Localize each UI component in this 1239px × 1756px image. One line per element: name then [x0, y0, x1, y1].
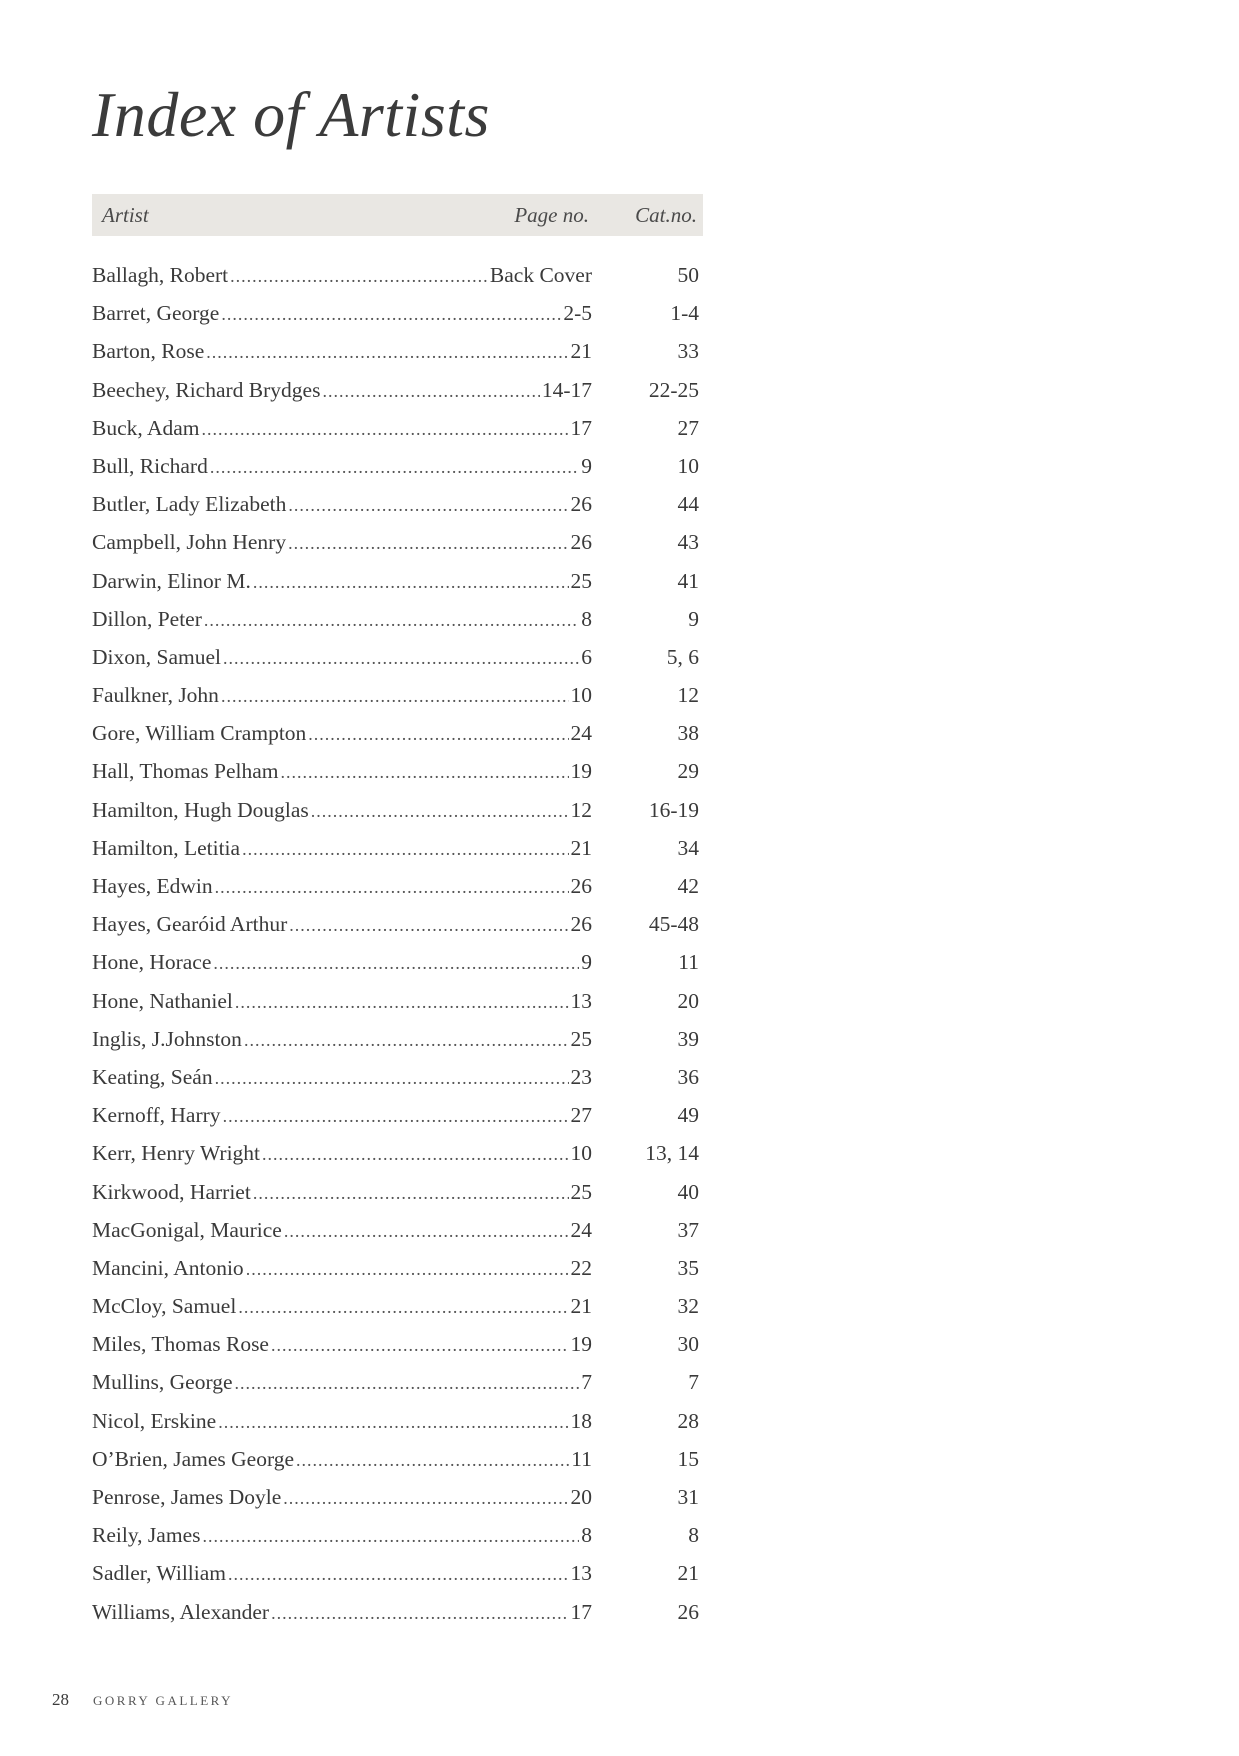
table-row: [92, 1402, 703, 1440]
page-number-cell: 25: [570, 1026, 592, 1051]
artist-name: Reily, James: [92, 1523, 201, 1548]
dot-leader: [311, 792, 569, 830]
table-row: [92, 752, 703, 790]
table-row: [92, 1287, 703, 1325]
table-row: [92, 600, 703, 638]
table-row: [92, 714, 703, 752]
catalogue-number-cell: 36: [677, 1064, 699, 1089]
artist-name: Bull, Richard: [92, 453, 208, 478]
table-row: [92, 1134, 703, 1172]
catalogue-number-cell: 42: [677, 874, 699, 898]
page-number: 28: [52, 1690, 69, 1709]
dot-leader: [218, 1403, 568, 1441]
artist-name: Campbell, John Henry: [92, 530, 287, 555]
catalogue-number-cell: 27: [677, 415, 699, 440]
page-number-cell: Back Cover: [489, 263, 592, 287]
dot-leader: [238, 1288, 568, 1326]
artist-name: Mancini, Antonio: [92, 1255, 244, 1280]
dot-leader: [235, 983, 569, 1021]
artist-name: Hayes, Edwin: [92, 874, 213, 898]
artist-name: Kirkwood, Harriet: [92, 1179, 251, 1204]
catalogue-number-cell: 1-4: [670, 301, 699, 326]
dot-leader: [271, 1594, 568, 1632]
artist-name: Hall, Thomas Pelham: [92, 759, 279, 784]
table-row: [92, 791, 703, 829]
dot-leader: [242, 830, 568, 868]
header-artist: Artist: [102, 203, 149, 227]
dot-leader: [308, 715, 568, 753]
page-number-cell: 24: [570, 1217, 592, 1242]
catalogue-number-cell: 40: [677, 1179, 699, 1204]
table-row: [92, 1516, 703, 1554]
artist-name: Inglis, J.Johnston: [92, 1026, 242, 1051]
table-row: [92, 1593, 703, 1631]
table-row: [92, 943, 703, 981]
catalogue-number-cell: 31: [677, 1485, 699, 1509]
table-row: [92, 982, 703, 1020]
artist-name: Miles, Thomas Rose: [92, 1332, 269, 1357]
artist-name: Buck, Adam: [92, 415, 200, 440]
catalogue-number-cell: 33: [677, 339, 699, 364]
running-footer: GORRY GALLERY: [93, 1693, 233, 1708]
artist-name: Dixon, Samuel: [92, 644, 221, 669]
artist-name: Kerr, Henry Wright: [92, 1141, 261, 1166]
dot-leader: [221, 295, 561, 333]
artist-name: O’Brien, James George: [92, 1446, 295, 1471]
page-number-cell: 10: [570, 1141, 592, 1166]
page-number-cell: 10: [570, 683, 592, 708]
header-cat-no: Cat.no.: [635, 203, 697, 227]
dot-leader: [202, 410, 569, 448]
table-row: [92, 829, 703, 867]
table-row: [92, 1096, 703, 1134]
page-title: Index of Artists: [92, 79, 490, 150]
page-number-cell: 22: [570, 1255, 592, 1280]
header-page-no: Page no.: [514, 203, 589, 227]
dot-leader: [230, 257, 488, 295]
artist-name: Hamilton, Letitia: [92, 835, 241, 860]
page-number-cell: 8: [581, 606, 592, 631]
page-number-cell: 20: [570, 1485, 592, 1509]
catalogue-number-cell: 41: [677, 568, 699, 593]
page-number-cell: 26: [570, 492, 592, 517]
catalogue-number-cell: 34: [677, 835, 699, 860]
catalogue-number-cell: 7: [688, 1370, 699, 1395]
page-number-cell: 6: [581, 644, 592, 669]
catalogue-number-cell: 12: [677, 683, 699, 708]
catalogue-number-cell: 8: [688, 1523, 699, 1548]
table-row: [92, 562, 703, 600]
table-row: [92, 1249, 703, 1287]
page-number-cell: 26: [570, 530, 592, 555]
table-row: [92, 1363, 703, 1401]
dot-leader: [253, 1174, 569, 1212]
dot-leader: [244, 1021, 569, 1059]
page-number-cell: 25: [570, 1179, 592, 1204]
artist-name: Gore, William Crampton: [92, 721, 307, 746]
table-row: [92, 447, 703, 485]
catalogue-number-cell: 39: [677, 1026, 699, 1051]
table-row: [92, 256, 703, 294]
catalogue-number-cell: 21: [677, 1561, 699, 1586]
catalogue-number-cell: 20: [677, 988, 699, 1013]
dot-leader: [202, 1517, 579, 1555]
catalogue-number-cell: 49: [677, 1103, 699, 1128]
artist-name: Williams, Alexander: [92, 1599, 270, 1624]
artist-name: Butler, Lady Elizabeth: [92, 492, 287, 517]
page-number-cell: 17: [570, 415, 592, 440]
catalogue-number-cell: 35: [677, 1255, 699, 1280]
table-row: [92, 1211, 703, 1249]
dot-leader: [289, 906, 568, 944]
table-row: [92, 1173, 703, 1211]
catalogue-number-cell: 29: [677, 759, 699, 784]
catalogue-number-cell: 5, 6: [666, 644, 699, 669]
artist-name: Kernoff, Harry: [92, 1103, 221, 1128]
page-number-cell: 19: [570, 1332, 592, 1357]
table-row: [92, 1440, 703, 1478]
catalogue-number-cell: 30: [677, 1332, 699, 1357]
artist-name: MacGonigal, Maurice: [92, 1217, 282, 1242]
page-number-cell: 9: [581, 950, 592, 975]
artist-name: Penrose, James Doyle: [92, 1485, 282, 1509]
artist-index-list: [92, 256, 703, 1631]
page-number-cell: 12: [570, 797, 592, 822]
table-row: [92, 676, 703, 714]
page-number-cell: 21: [570, 835, 592, 860]
artist-name: Keating, Seán: [92, 1064, 213, 1089]
page-number-cell: 25: [570, 568, 592, 593]
dot-leader: [262, 1135, 568, 1173]
dot-leader: [288, 486, 568, 524]
table-header: [92, 194, 703, 236]
table-row: [92, 1058, 703, 1096]
artist-name: Darwin, Elinor M.: [92, 568, 251, 593]
dot-leader: [215, 868, 569, 906]
dot-leader: [210, 448, 579, 486]
page-number-cell: 26: [570, 912, 592, 937]
table-row: [92, 867, 703, 905]
table-row: [92, 523, 703, 561]
dot-leader: [213, 944, 579, 982]
catalogue-number-cell: 28: [677, 1408, 699, 1433]
page-number-cell: 14-17: [541, 377, 592, 402]
page-number-cell: 19: [570, 759, 592, 784]
table-row: [92, 905, 703, 943]
page-footer: [52, 1690, 233, 1710]
page-number-cell: 26: [570, 874, 592, 898]
catalogue-number-cell: 13, 14: [645, 1141, 699, 1166]
artist-name: Ballagh, Robert: [92, 263, 229, 287]
catalogue-number-cell: 11: [678, 950, 699, 975]
page-number-cell: 13: [570, 988, 592, 1013]
table-row: [92, 638, 703, 676]
catalogue-number-cell: 9: [688, 606, 699, 631]
catalogue-number-cell: 16-19: [648, 797, 699, 822]
catalogue-number-cell: 38: [677, 721, 699, 746]
catalogue-number-cell: 37: [677, 1217, 699, 1242]
catalogue-number-cell: 15: [677, 1446, 699, 1471]
dot-leader: [206, 333, 568, 371]
page-number-cell: 18: [570, 1408, 592, 1433]
artist-name: Barton, Rose: [92, 339, 205, 364]
page-number-cell: 24: [570, 721, 592, 746]
dot-leader: [221, 677, 569, 715]
catalogue-number-cell: 26: [677, 1599, 699, 1624]
page-number-cell: 2-5: [563, 301, 592, 326]
page-number-cell: 8: [581, 1523, 592, 1548]
page-number-cell: 13: [570, 1561, 592, 1586]
table-row: [92, 371, 703, 409]
table-row: [92, 1478, 703, 1516]
table-row: [92, 332, 703, 370]
dot-leader: [284, 1212, 569, 1250]
dot-leader: [322, 372, 539, 410]
dot-leader: [223, 1097, 569, 1135]
catalogue-number-cell: 10: [677, 453, 699, 478]
page-number-cell: 23: [570, 1064, 592, 1089]
dot-leader: [228, 1555, 568, 1593]
artist-name: Hone, Nathaniel: [92, 988, 233, 1013]
catalogue-number-cell: 22-25: [648, 377, 699, 402]
artist-name: Sadler, William: [92, 1561, 227, 1586]
catalogue-number-cell: 43: [677, 530, 699, 555]
catalogue-number-cell: 45-48: [648, 912, 699, 937]
page-number-cell: 11: [571, 1446, 592, 1471]
table-row: [92, 1325, 703, 1363]
table-row: [92, 1554, 703, 1592]
page-number-cell: 21: [570, 1294, 592, 1319]
dot-leader: [253, 563, 569, 601]
page-number-cell: 27: [570, 1103, 592, 1128]
catalogue-number-cell: 50: [677, 263, 699, 287]
dot-leader: [281, 753, 569, 791]
artist-name: Hayes, Gearóid Arthur: [92, 912, 288, 937]
table-row: [92, 294, 703, 332]
dot-leader: [296, 1441, 569, 1479]
dot-leader: [204, 601, 579, 639]
artist-name: Dillon, Peter: [92, 606, 202, 631]
dot-leader: [271, 1326, 569, 1364]
page-number-cell: 9: [581, 453, 592, 478]
dot-leader: [288, 524, 568, 562]
artist-name: Beechey, Richard Brydges: [92, 377, 321, 402]
page-number-cell: 21: [570, 339, 592, 364]
artist-name: Mullins, George: [92, 1370, 233, 1395]
table-row: [92, 409, 703, 447]
artist-name: Faulkner, John: [92, 683, 219, 708]
dot-leader: [246, 1250, 569, 1288]
dot-leader: [223, 639, 579, 677]
artist-name: McCloy, Samuel: [92, 1294, 237, 1319]
page-number-cell: 17: [570, 1599, 592, 1624]
table-row: [92, 485, 703, 523]
artist-name: Hone, Horace: [92, 950, 212, 975]
artist-name: Nicol, Erskine: [92, 1408, 217, 1433]
page-number-cell: 7: [581, 1370, 592, 1395]
artist-name: Hamilton, Hugh Douglas: [92, 797, 309, 822]
catalogue-number-cell: 32: [677, 1294, 699, 1319]
catalogue-number-cell: 44: [677, 492, 699, 517]
dot-leader: [235, 1364, 580, 1402]
dot-leader: [283, 1479, 568, 1517]
table-row: [92, 1020, 703, 1058]
dot-leader: [215, 1059, 569, 1097]
artist-name: Barret, George: [92, 301, 220, 326]
